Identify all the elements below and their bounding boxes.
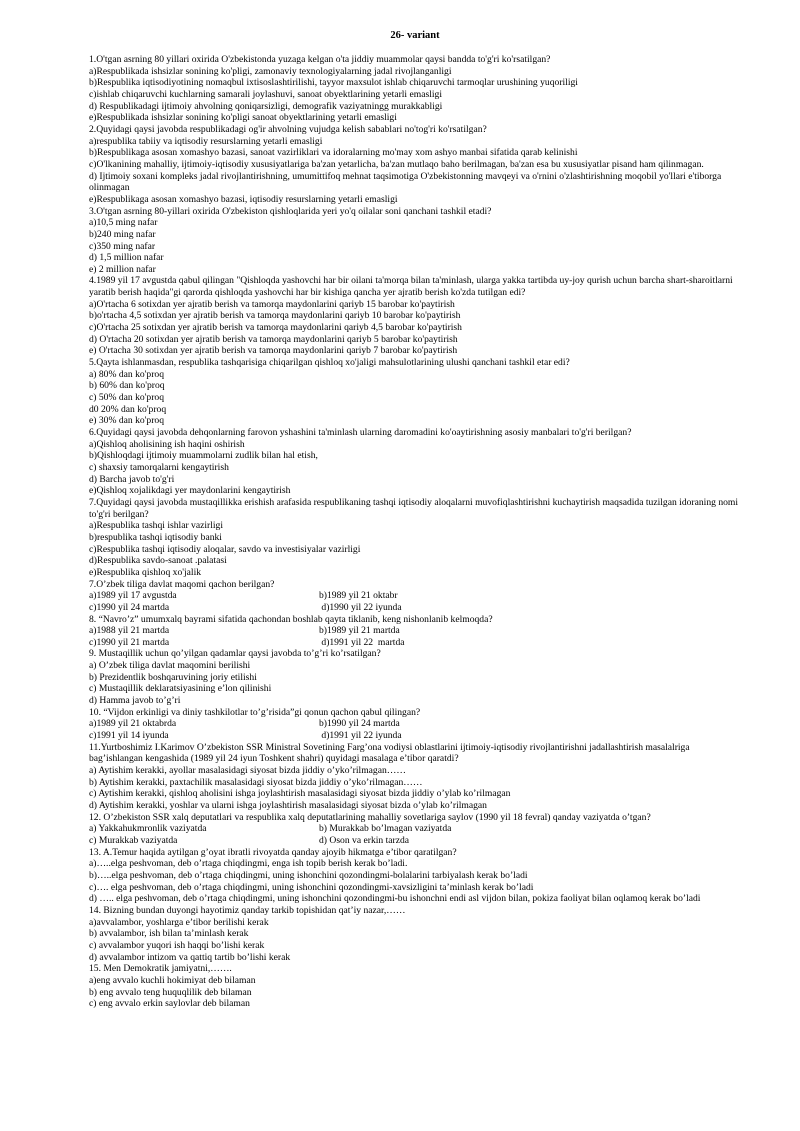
answer-option: b) Prezidentlik boshqaruvining joriy etilishi [89, 671, 257, 683]
question-text: 10. “Vijdon erkinligi va diniy tashkilotlar to’g’risida”gi qonun qachon qabul qilingan? [89, 706, 421, 718]
answer-option: c) Murakkab vaziyatda [89, 834, 178, 846]
question-block [89, 579, 741, 614]
question-text: 7.Quyidagi qaysi javobda mustaqillikka erishish arafasida respublikaning tashqi iqtisodiy aloqalarni muvofiqlashtirishni kuchaytirish maqsadida tuzilgan idoraning nomi to'g'ri berilgan? [89, 496, 739, 520]
question-text: 11.Yurtboshimiz I.Karimov O’zbekiston SSR Ministral Sovetining Farg’ona vodiysi oblastlarini ijtimoiy-iqtisodiy rivojlantirishni jadallashtirish masalalriga bag’ishlangan kengashida (1989 yil 24 iyun Toshkent shahri) quyidagi masalaga e’tibor qaratdi? [89, 741, 690, 765]
answer-option: b) 60% dan ko'proq [89, 380, 165, 392]
answer-option: a)1989 yil 21 oktabrda [89, 718, 177, 730]
answer-option: c)ishlab chiqaruvchi kuchlarning samarali joylashuvi, sanoat obyektlarining yetarli emasligi [89, 88, 443, 100]
question-text: 8. “Navro’z” umumxalq bayrami sifatida qachondan boshlab qayta tiklanib, keng nishonlanib kelmoqda? [89, 613, 493, 625]
question-text: 5.Qayta ishlanmasdan, respublika tashqarisiga chiqarilgan qishloq xo'jaligi mahsulotlarining ulushi qanchani tashkil etar edi? [89, 357, 570, 369]
answer-option: d) Barcha javob to'g'ri [89, 473, 175, 485]
answer-option: d) Aytishim kerakki, yoshlar va ularni ishga joylashtirish masalasidagi siyosat bizda o’ylab ko’rilmagan [89, 800, 487, 811]
question-block [89, 206, 741, 276]
answer-row [89, 823, 741, 835]
question-text: 12. O’zbekiston SSR xalq deputatlari va respublika xalq deputatlarining mahalliy sovetlariga saylov (1990 yil 18 fevral) qanday vaziyatda o’tgan? [89, 811, 651, 823]
answer-row [89, 835, 741, 847]
answer-option: a) Aytishim kerakki, ayollar masalasidagi siyosat bizda jiddiy o’yko’rilmagan…… [89, 765, 406, 777]
answer-option: e)Respublikaga asosan xomashyo bazasi, iqtisodiy resurslarning yetarli emasligi [89, 193, 398, 205]
question-text: 15. Men Demokratik jamiyatni,……. [89, 963, 232, 975]
answer-option: a)respublika tabiiy va iqtisodiy resurslarning yetarli emasligi [89, 135, 323, 147]
question-block [89, 847, 741, 905]
answer-option: b)respublika tashqi iqtisodiy banki [89, 531, 222, 543]
answer-option: c)350 ming nafar [89, 240, 156, 252]
question-block [89, 707, 741, 742]
question-text: 1.O'tgan asrning 80 yillari oxirida O'zbekistonda yuzaga kelgan o'ta jiddiy muammolar qaysi bandda to'g'ri ko'rsatilgan? [89, 54, 551, 65]
answer-option: a)…..elga peshvoman, deb o’rtaga chiqdingmi, enga ish topib berish kerak bo’ladi. [89, 858, 408, 870]
answer-option: d) Hamma javob to’g’ri [89, 695, 181, 707]
answer-option: c) eng avvalo erkin saylovlar deb bilaman [89, 998, 250, 1010]
question-block [89, 357, 741, 427]
question-text: 7.O’zbek tiliga davlat maqomi qachon berilgan? [89, 578, 275, 590]
question-block [89, 124, 741, 206]
document-page [89, 30, 741, 1010]
answer-option: d) Respublikadagi ijtimoiy ahvolning qoniqarsizligi, demografik vaziyatningg murakkabligi [89, 100, 443, 112]
answer-option: a)10,5 ming nafar [89, 217, 158, 229]
question-block [89, 963, 741, 1010]
answer-option: d)Respublika savdo-sanoat .palatasi [89, 555, 227, 567]
answer-option: b)…..elga peshvoman, deb o’rtaga chiqdingmi, uning ishonchini qozondingmi-bolalarini tarbiyalash kerak bo’ladi [89, 869, 528, 881]
answer-option: d)1991 yil 22 martda [319, 636, 405, 648]
answer-option: e)Qishloq xojalikdagi yer maydonlarini kengaytirish [89, 485, 291, 497]
answer-option: d)1990 yil 22 iyunda [319, 601, 402, 613]
answer-row [89, 602, 741, 614]
answer-option: b)1989 yil 21 oktabr [319, 590, 398, 602]
answer-option: e) 2 million nafar [89, 263, 156, 275]
question-text: 3.O'tgan asrning 80-yillari oxirida O'zbekiston qishloqlarida yeri yo'q oilalar soni qanchani tashkil etadi? [89, 205, 492, 217]
answer-row [89, 718, 741, 730]
answer-option: a)O'rtacha 6 sotixdan yer ajratib berish va tamorqa maydonlarini qariyb 15 barobar ko'paytirish [89, 298, 455, 310]
question-block [89, 427, 741, 497]
answer-option: c)…. elga peshvoman, deb o’rtaga chiqdingmi, uning ishonchini qozondingmi-xavsizligini ta’minlash kerak bo’ladi [89, 881, 534, 893]
answer-option: d) Ijtimoiy soxani kompleks jadal rivojlantirishning, umumittifoq mehnat taqsimotiga O'zbekistonning mavqeyi va o'rnini o'zlashtirishning moqobil yo'llari e'tiborga olinmagan [89, 170, 722, 194]
answer-option: e) 30% dan ko'proq [89, 415, 164, 427]
answer-option: c)1990 yil 21 martda [89, 636, 170, 648]
question-text: 6.Quyidagi qaysi javobda dehqonlarning farovon yshashini ta'minlash ularning daromadini ko'oaytirishning asosiy manbalari to'g'ri berilgan? [89, 427, 632, 438]
answer-option: d) ….. elga peshvoman, deb o’rtaga chiqdingmi, uning ishonchini qozondingmi-bu ishonchni endi asl vijdon bilan, pokiza faoliyat bilan oqlamoq kerak bo’ladi [89, 893, 701, 905]
answer-row [89, 625, 741, 637]
answer-option: c) avvalambor yuqori ish haqqi bo’lishi kerak [89, 939, 265, 951]
answer-row [89, 730, 741, 742]
question-block [89, 614, 741, 649]
answer-option: e)Respublikada ishsizlar sonining ko'pligi sanoat obyektlarining yetarli emasligi [89, 112, 397, 124]
answer-option: d) Oson va erkin tarzda [319, 834, 410, 846]
answer-option: c) Aytishim kerakki, qishloq aholisini ishga joylashtirish masalasidagi siyosat bizda jiddiy o’ylab ko’rilmagan [89, 788, 511, 800]
answer-option: c)1991 yil 14 iyunda [89, 730, 169, 742]
answer-option: b) Murakkab bo’lmagan vaziyatda [319, 823, 452, 835]
question-text: 4.1989 yil 17 avgustda qabul qilingan "Qishloqda yashovchi har bir oilani ta'morqa bilan ta'minlash, ularga yakka tartibda uy-joy qurish uchun barcha shart-sharoitlarni yaratib berish haqida"gi qarorda qishloqda yashovchi har bir kishiga qancha yer ajratib berish ko'zda tutilgan edi? [89, 275, 733, 299]
answer-row [89, 590, 741, 602]
answer-option: d) avvalambor intizom va qattiq tartib bo’lishi kerak [89, 951, 291, 963]
answer-option: a)1988 yil 21 martda [89, 625, 170, 637]
answer-option: c)O'lkanining mahalliy, ijtimoiy-iqtisodiy xususiyatlariga ba'zan yetarlicha, ba'zan mutlaqo baho berilmagan, ba'zan esa bu xususiyatlar pisand ham qilinmagan. [89, 158, 704, 170]
page-title: 26- variant [390, 30, 440, 41]
answer-option: a) O’zbek tiliga davlat maqomini berilishi [89, 660, 251, 672]
question-block [89, 54, 741, 124]
question-block [89, 275, 741, 357]
answer-option: c)1990 yil 24 martda [89, 601, 170, 613]
answer-option: d) O'rtacha 20 sotixdan yer ajratib berish va tamorqa maydonlarini qariyb 5 barobar ko'paytirish [89, 333, 458, 345]
question-list [89, 54, 741, 1010]
answer-option: c)Respublika tashqi iqtisodiy aloqalar, savdo va investisiyalar vazirligi [89, 543, 361, 555]
answer-row [89, 637, 741, 649]
answer-option: b) eng avvalo teng huquqlilik deb bilaman [89, 986, 252, 998]
question-text: 9. Mustaqillik uchun qo’yilgan qadamlar qaysi javobda to’g’ri ko’rsatilgan? [89, 648, 381, 660]
question-block [89, 812, 741, 847]
answer-option: d0 20% dan ko'proq [89, 403, 167, 415]
answer-option: a)1989 yil 17 avgustda [89, 590, 177, 602]
answer-option: c) shaxsiy tamorqalarni kengaytirish [89, 461, 229, 473]
question-text: 13. A.Temur haqida aytilgan g’oyat ibratli rivoyatda qanday ajoyib hikmatga e’tibor qaratilgan? [89, 846, 457, 858]
answer-option: c)O'rtacha 25 sotixdan yer ajratib berish va tamorqa maydonlarini qariyb 4,5 barobar ko'paytirish [89, 322, 462, 334]
question-block [89, 648, 741, 706]
answer-option: c) 50% dan ko'proq [89, 392, 164, 404]
answer-option: d)1991 yil 22 iyunda [319, 730, 402, 742]
answer-option: b) Aytishim kerakki, paxtachilik masalasidagi siyosat bizda jiddiy o’yko’rilmagan…… [89, 776, 423, 788]
question-text: 14. Bizning bundan duyongi hayotimiz qanday tarkib topishidan qat’iy nazar,…… [89, 904, 406, 916]
answer-option: c) Mustaqillik deklaratsiyasining e’lon qilinishi [89, 683, 272, 695]
answer-option: b)Qishloqdagi ijtimoiy muammolarni zudlik bilan hal etish, [89, 450, 318, 462]
answer-option: d) 1,5 million nafar [89, 252, 164, 264]
answer-option: e) O'rtacha 30 sotixdan yer ajratib berish va tamorqa maydonlarini qariyb 7 barobar ko'paytirish [89, 345, 458, 357]
answer-option: b)1990 yil 24 martda [319, 718, 400, 730]
question-block [89, 497, 741, 579]
answer-option: b)240 ming nafar [89, 228, 156, 240]
answer-option: e)Respublika qishloq xo'jalik [89, 566, 202, 578]
answer-option: a)avvalambor, yoshlarga e’tibor berilishi kerak [89, 916, 269, 928]
answer-option: a)eng avvalo kuchli hokimiyat deb bilaman [89, 974, 256, 986]
question-block [89, 905, 741, 963]
answer-option: b) avvalambor, ish bilan ta’minlash kerak [89, 928, 249, 940]
answer-option: b)1989 yil 21 martda [319, 625, 400, 637]
answer-option: a)Respublika tashqi ishlar vazirligi [89, 520, 224, 532]
answer-option: a)Qishloq aholisining ish haqini oshirish [89, 438, 245, 450]
answer-option: b)Respublikaga asosan xomashyo bazasi, sanoat vazirliklari va idoralarning mo'may xom ashyo manbai sifatida qarab kelinishi [89, 147, 578, 159]
answer-option: b)o'rtacha 4,5 sotixdan yer ajratib berish va tamorqa maydonlarini qariyb 10 barobar ko'paytirish [89, 310, 461, 322]
answer-option: a) 80% dan ko'proq [89, 368, 164, 380]
question-block [89, 742, 741, 812]
answer-option: a) Yakkahukmronlik vaziyatda [89, 823, 207, 835]
answer-option: b)Respublika iqtisodiyotining nomaqbul ixtisoslashtirilishi, tayyor maxsulot ishlab chiqaruvchi tarmoqlar urushining yuqoriligi [89, 77, 578, 89]
question-text: 2.Quyidagi qaysi javobda respublikadagi og'ir ahvolning vujudga kelish sabablari no'tog'ri ko'rsatilgan? [89, 123, 487, 135]
answer-option: a)Respublikada ishsizlar sonining ko'pligi, zamonaviy texnologiyalarning jadal rivojlanganligi [89, 65, 452, 77]
